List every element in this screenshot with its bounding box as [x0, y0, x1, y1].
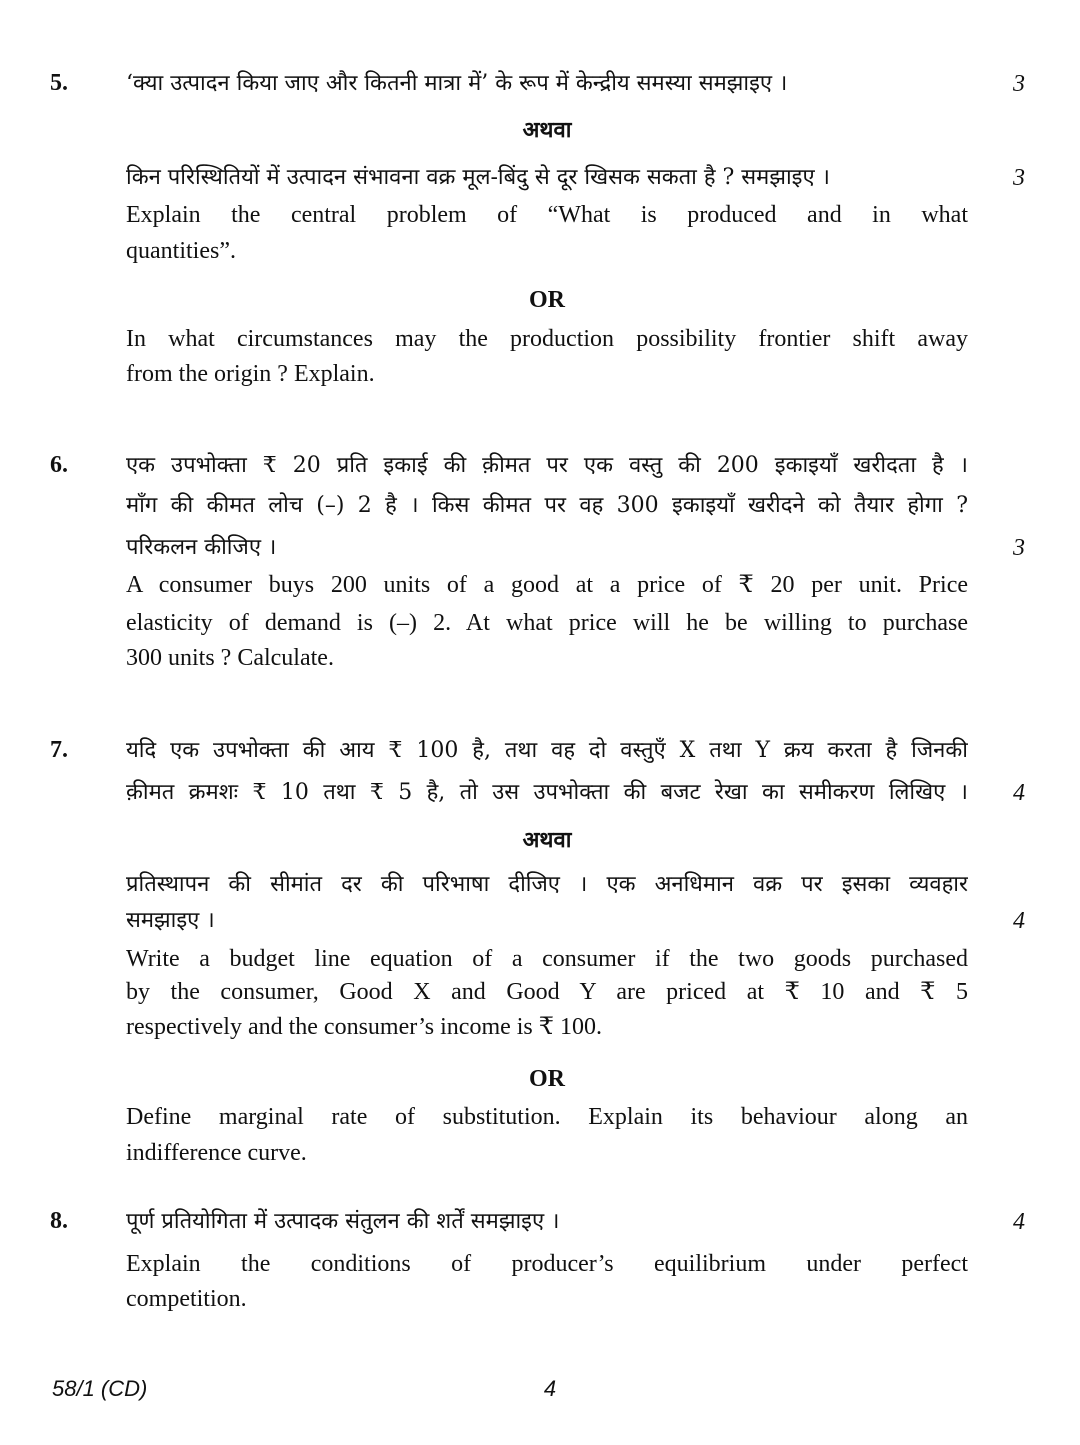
- question-7-english-alt-line-1: Define marginal rate of substitution. Explain its behaviour along an: [126, 1104, 968, 1130]
- question-6-english-line-2: elasticity of demand is (–) 2. At what price will he be willing to purchase: [126, 610, 968, 636]
- question-7-hindi-line-1: यदि एक उपभोक्ता की आय ₹ 100 है, तथा वह दो वस्तुएँ X तथा Y क्रय करता है जिनकी: [126, 738, 968, 763]
- question-6-hindi-line-3: परिकलन कीजिए ।: [126, 535, 277, 560]
- question-7-english-line-3: respectively and the consumer’s income is ₹ 100.: [126, 1014, 603, 1040]
- question-5-marks: 3: [1013, 71, 1025, 97]
- question-7-number: 7.: [50, 737, 68, 763]
- question-5-number: 5.: [50, 70, 68, 96]
- question-6-marks: 3: [1013, 535, 1025, 561]
- question-7-english-or: OR: [529, 1066, 565, 1092]
- question-6-hindi-line-2: माँग की कीमत लोच (–) 2 है । किस कीमत पर वह 300 इकाइयाँ खरीदने को तैयार होगा ?: [126, 493, 968, 518]
- question-7-english-line-1: Write a budget line equation of a consumer if the two goods purchased: [126, 946, 968, 972]
- question-7-hindi-line-2: क़ीमत क्रमशः ₹ 10 तथा ₹ 5 है, तो उस उपभोक्ता की बजट रेखा का समीकरण लिखिए ।: [126, 780, 968, 805]
- question-6-number: 6.: [50, 452, 68, 478]
- question-8-english-line-2: competition.: [126, 1286, 247, 1312]
- question-6-english-line-3: 300 units ? Calculate.: [126, 645, 334, 671]
- question-5-english-line-1: Explain the central problem of “What is produced and in what: [126, 202, 968, 228]
- question-6-hindi-line-1: एक उपभोक्ता ₹ 20 प्रति इकाई की क़ीमत पर एक वस्तु की 200 इकाइयाँ खरीदता है ।: [126, 453, 968, 478]
- paper-code: 58/1 (CD): [52, 1376, 148, 1401]
- page-number: 4: [543, 1376, 557, 1401]
- question-7-hindi-or: अथवा: [522, 827, 572, 853]
- question-6-english-line-1: A consumer buys 200 units of a good at a price of ₹ 20 per unit. Price: [126, 572, 968, 598]
- question-7-hindi-alt-line-1: प्रतिस्थापन की सीमांत दर की परिभाषा दीजिए । एक अनधिमान वक्र पर इसका व्यवहार: [126, 872, 968, 897]
- question-7-marks: 4: [1013, 780, 1025, 806]
- question-5-english-line-2: quantities”.: [126, 238, 236, 264]
- question-7-english-alt-line-2: indifference curve.: [126, 1140, 307, 1166]
- question-7-english-line-2: by the consumer, Good X and Good Y are priced at ₹ 10 and ₹ 5: [126, 979, 968, 1005]
- question-5-hindi-alt: किन परिस्थितियों में उत्पादन संभावना वक्र मूल-बिंदु से दूर खिसक सकता है ? समझाइए ।: [126, 165, 830, 190]
- question-7-alt-marks: 4: [1013, 908, 1025, 934]
- question-8-marks: 4: [1013, 1209, 1025, 1235]
- question-5-english-alt-line-1: In what circumstances may the production possibility frontier shift away: [126, 326, 968, 352]
- question-5-alt-marks: 3: [1013, 165, 1025, 191]
- question-5-english-alt-line-2: from the origin ? Explain.: [126, 361, 375, 387]
- question-8-number: 8.: [50, 1208, 68, 1234]
- question-8-english-line-1: Explain the conditions of producer’s equilibrium under perfect: [126, 1251, 968, 1277]
- question-5-english-or: OR: [529, 287, 565, 313]
- question-7-hindi-alt-line-2: समझाइए ।: [126, 908, 215, 933]
- question-8-hindi: पूर्ण प्रतियोगिता में उत्पादक संतुलन की शर्तें समझाइए ।: [126, 1209, 560, 1234]
- question-5-hindi: ‘क्या उत्पादन किया जाए और कितनी मात्रा में’ के रूप में केन्द्रीय समस्या समझाइए ।: [126, 71, 788, 96]
- question-5-hindi-or: अथवा: [522, 117, 572, 143]
